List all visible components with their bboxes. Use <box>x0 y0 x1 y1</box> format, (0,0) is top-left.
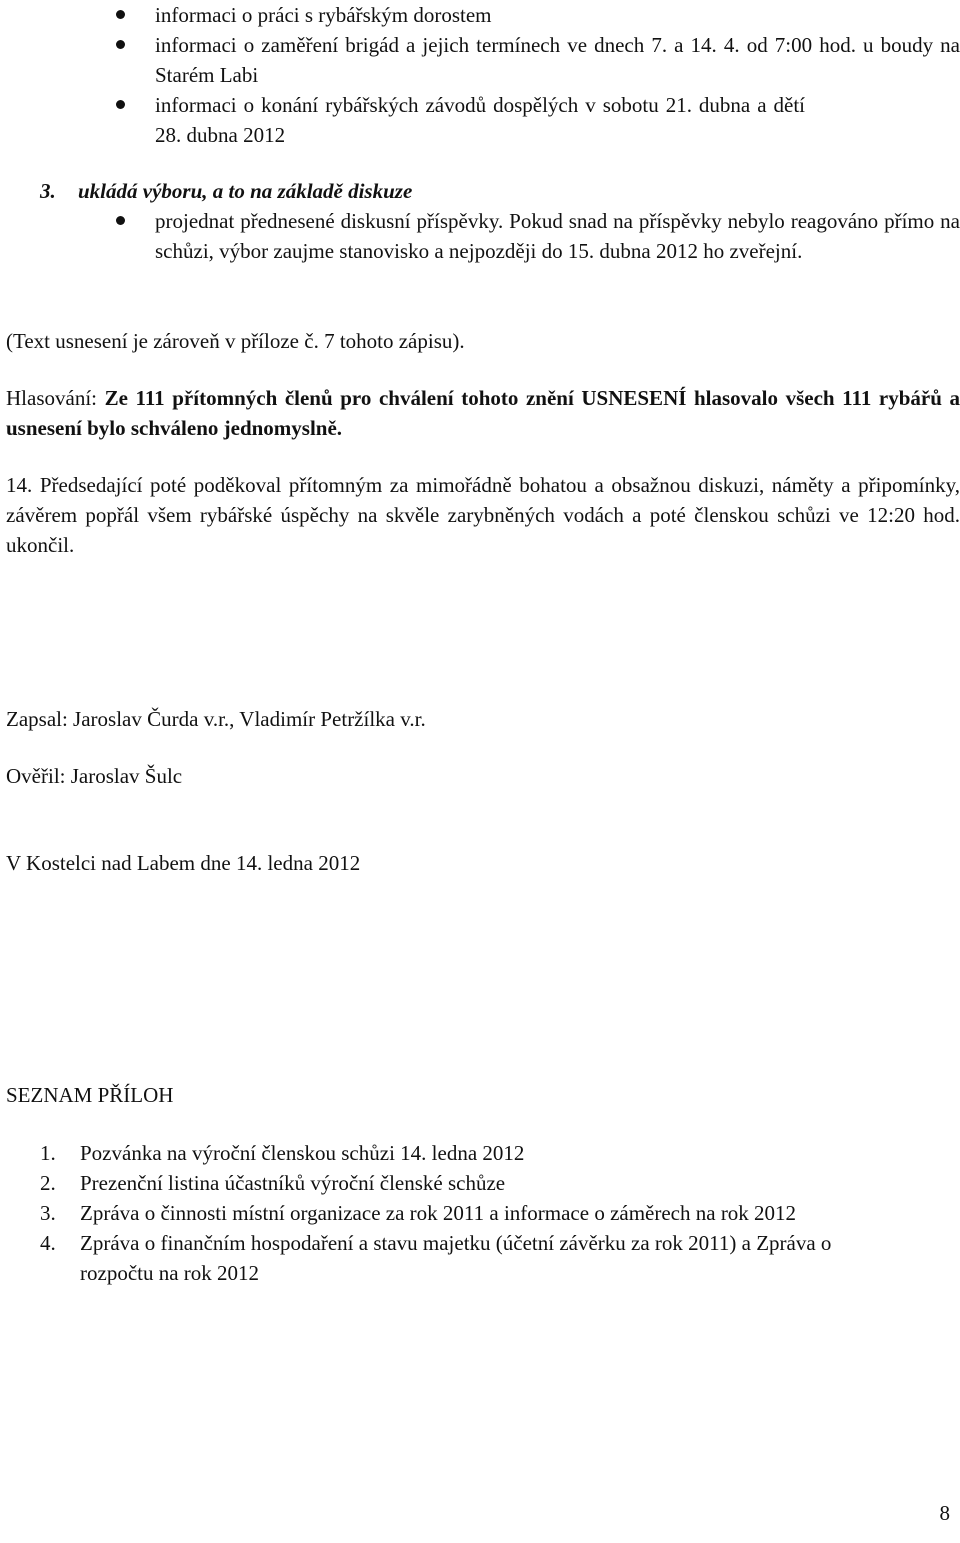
attachment-number: 3. <box>40 1201 56 1225</box>
attachment-number: 4. <box>40 1231 56 1255</box>
attachments-title: SEZNAM PŘÍLOH <box>6 1083 174 1107</box>
attachment-number: 1. <box>40 1141 56 1165</box>
verified-by: Ověřil: Jaroslav Šulc <box>6 764 183 788</box>
bullet-item <box>155 206 960 266</box>
attachment-text: Zpráva o finančním hospodaření a stavu majetku (účetní závěrku za rok 2011) a Zpráva o rozpočtu na rok 2012 <box>80 1231 832 1285</box>
note-text: (Text usnesení je zároveň v příloze č. 7 tohoto zápisu). <box>6 329 465 353</box>
vote-label: Hlasování: <box>6 386 105 410</box>
place-date: V Kostelci nad Labem dne 14. ledna 2012 <box>6 851 361 875</box>
resolution-item-3 <box>40 176 412 206</box>
attachment-text: Prezenční listina účastníků výroční členské schůze <box>80 1171 506 1195</box>
vote-result: Ze 111 přítomných členů pro chválení tohoto znění USNESENÍ hlasovalo všech 111 rybářů a usnesení bylo schváleno jednomyslně. <box>6 386 960 440</box>
attachment-number: 2. <box>40 1171 56 1195</box>
bullet-item <box>155 0 960 30</box>
attachment-text: Pozvánka na výroční členskou schůzi 14. ledna 2012 <box>80 1141 525 1165</box>
bullet-item <box>155 90 805 150</box>
bullet-text: informaci o konání rybářských závodů dospělých v sobotu 21. dubna a dětí 28. dubna 2012 <box>155 93 805 147</box>
bullet-icon <box>116 100 125 109</box>
bullet-text: informaci o zaměření brigád a jejich termínech ve dnech 7. a 14. 4. od 7:00 hod. u boudy na Starém Labi <box>155 33 960 87</box>
vote-paragraph <box>6 383 960 443</box>
recorded-by: Zapsal: Jaroslav Čurda v.r., Vladimír Petržílka v.r. <box>6 707 426 731</box>
bullet-item <box>155 30 960 90</box>
closing-paragraph: 14. Předsedající poté poděkoval přítomným za mimořádně bohatou a obsažnou diskuzi, náměty a připomínky, závěrem popřál všem rybářské úspěchy na skvěle zarybněných vodách a poté členskou schůzi ve 12:20 hod. ukončil. <box>6 473 960 557</box>
attachment-text: Zpráva o činnosti místní organizace za rok 2011 a informace o záměrech na rok 2012 <box>80 1201 797 1225</box>
bullet-icon <box>116 10 125 19</box>
item-heading: ukládá výboru, a to na základě diskuze <box>78 179 413 203</box>
bullet-icon <box>116 216 125 225</box>
page-number: 8 <box>939 1501 950 1525</box>
bullet-text: informaci o práci s rybářským dorostem <box>155 3 492 27</box>
bullet-icon <box>116 40 125 49</box>
item-number: 3. <box>40 179 56 203</box>
bullet-text: projednat přednesené diskusní příspěvky. Pokud snad na příspěvky nebylo reagováno přímo na schůzi, výbor zaujme stanovisko a nejpozději do 15. dubna 2012 ho zveřejní. <box>155 209 960 263</box>
